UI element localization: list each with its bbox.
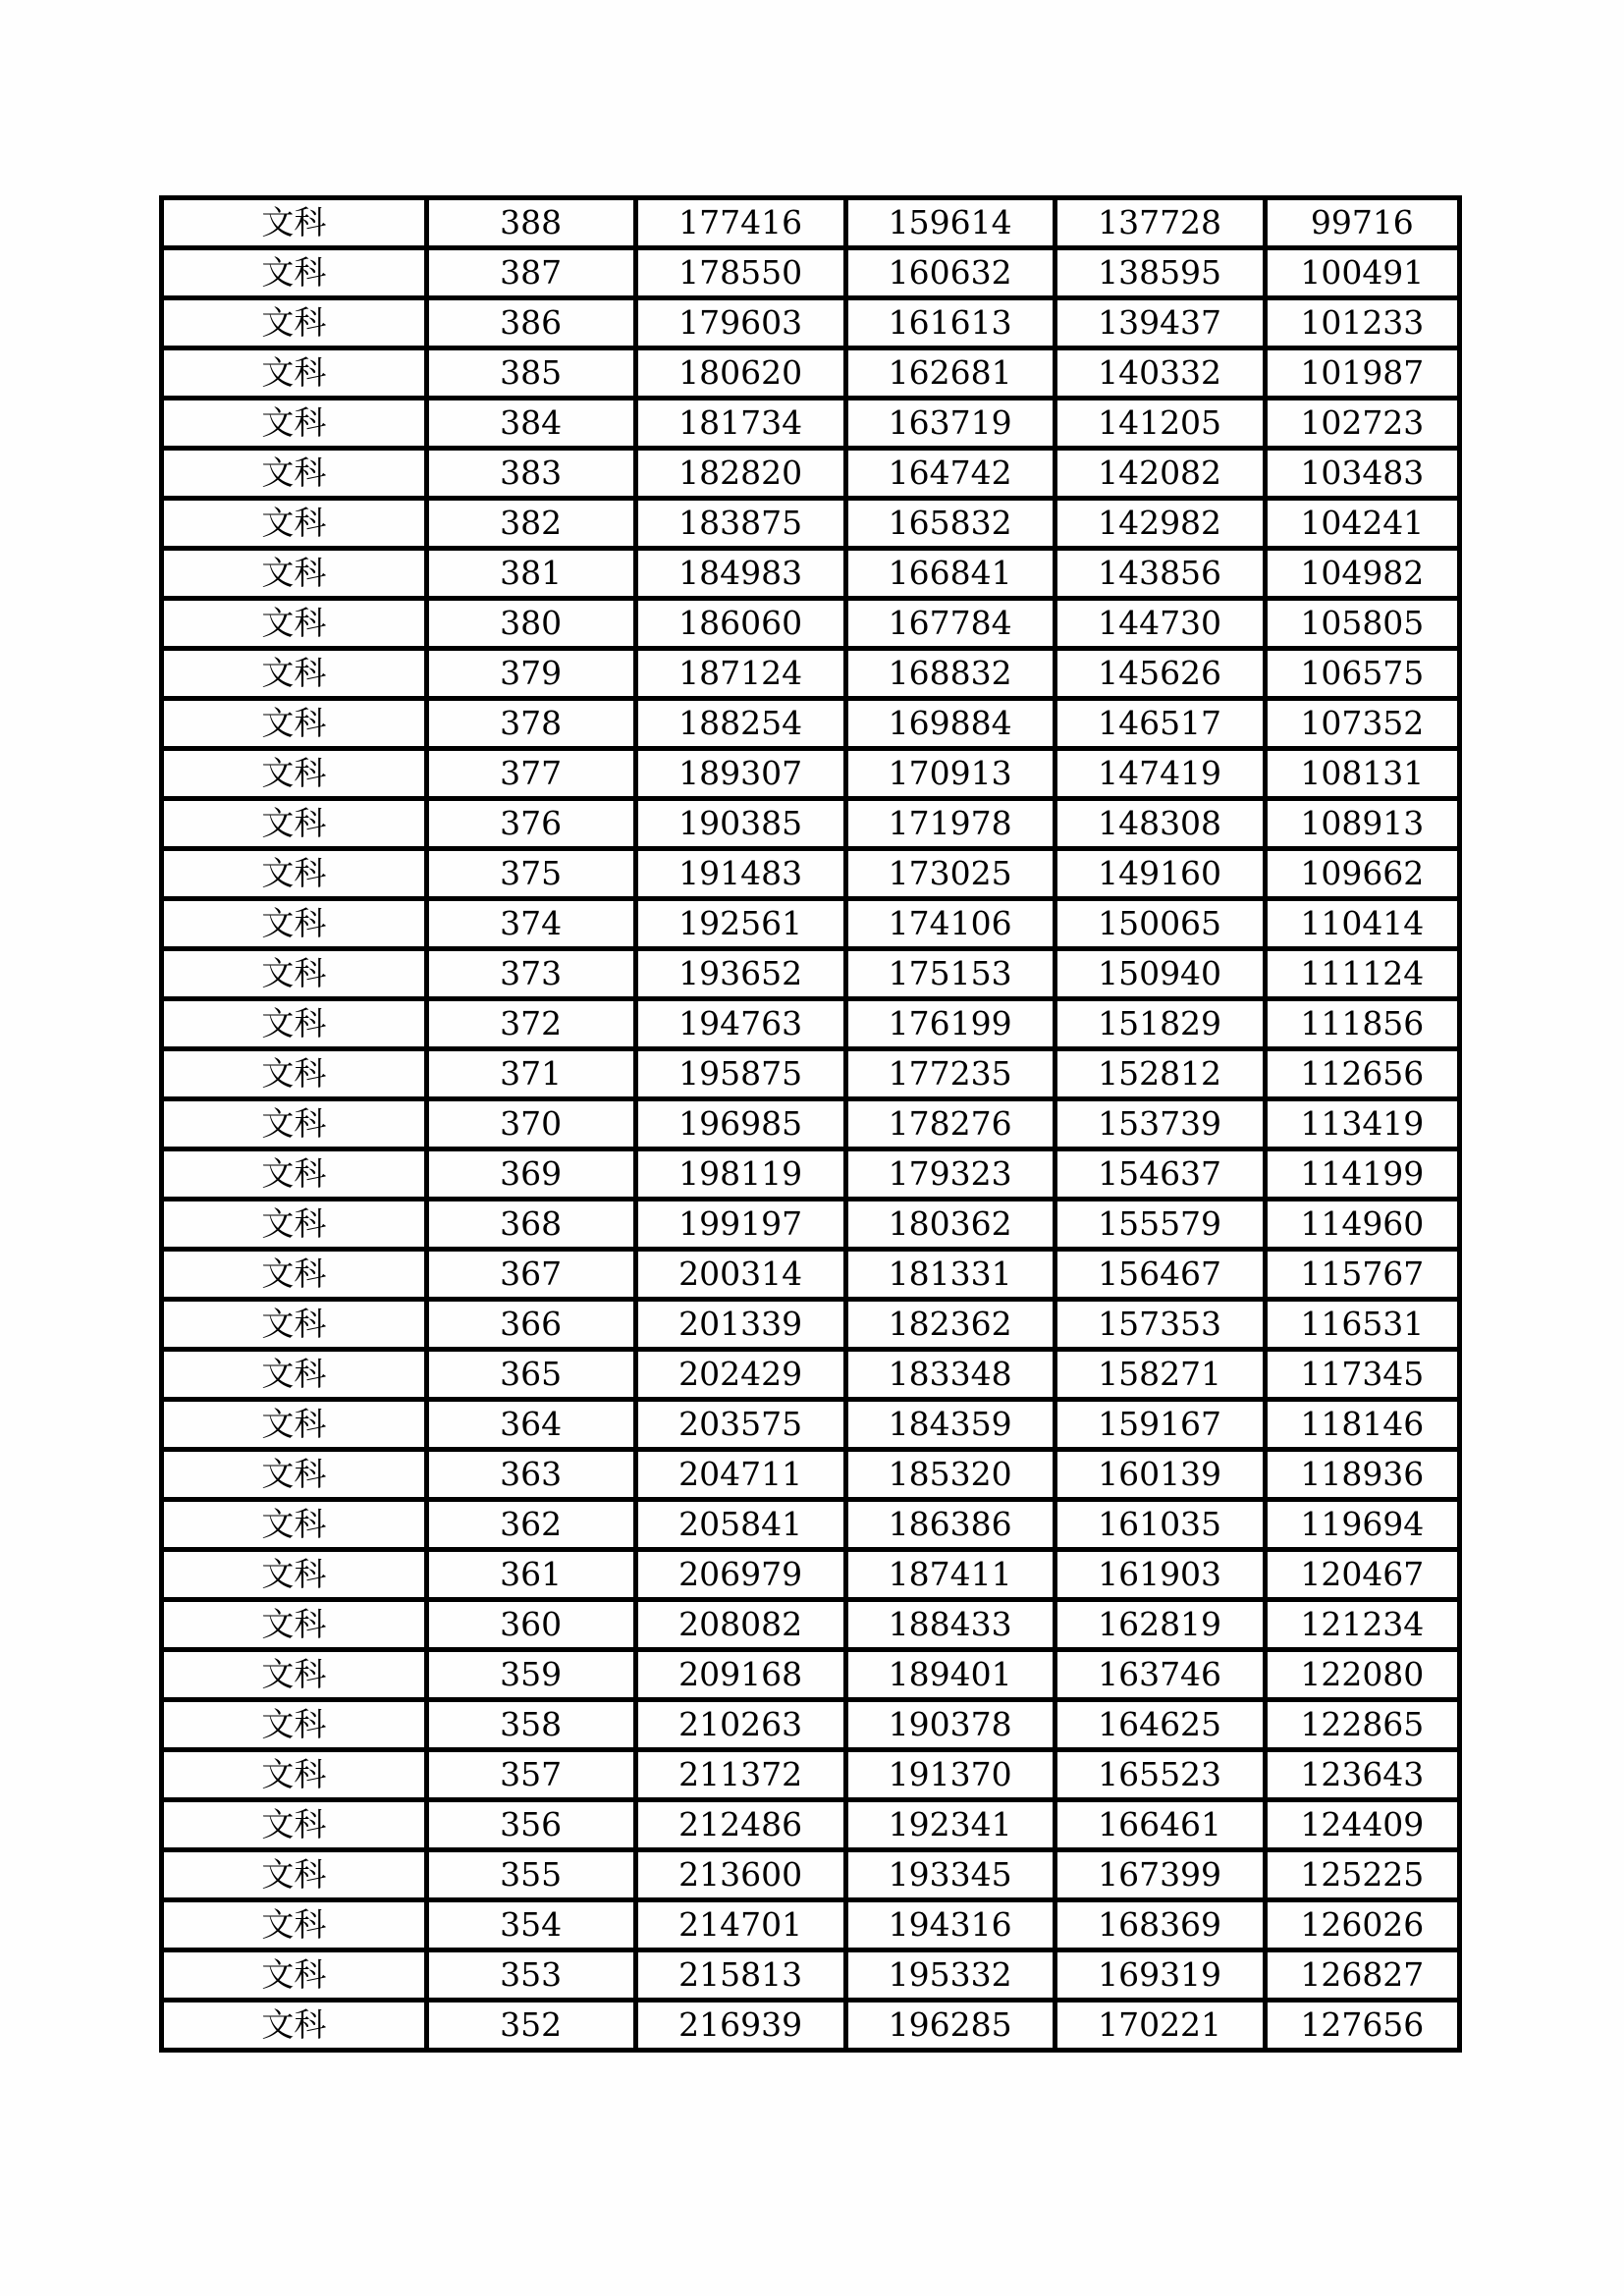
count-cell-2: 188433 (845, 1600, 1055, 1650)
count-cell-1: 210263 (635, 1700, 845, 1750)
table-row (162, 1750, 1460, 1800)
score-cell: 373 (426, 949, 635, 999)
count-cell-3: 149160 (1055, 849, 1265, 899)
subject-cell: 文科 (162, 699, 427, 749)
table-row (162, 2001, 1460, 2051)
score-table-body (162, 198, 1460, 2051)
table-row (162, 1700, 1460, 1750)
subject-cell: 文科 (162, 849, 427, 899)
table-row (162, 1550, 1460, 1600)
count-cell-4: 100491 (1265, 248, 1459, 298)
count-cell-2: 193345 (845, 1850, 1055, 1900)
count-cell-2: 168832 (845, 649, 1055, 699)
count-cell-4: 113419 (1265, 1099, 1459, 1149)
count-cell-3: 165523 (1055, 1750, 1265, 1800)
table-row (162, 1350, 1460, 1400)
score-cell: 368 (426, 1200, 635, 1250)
score-cell: 364 (426, 1400, 635, 1450)
count-cell-3: 142982 (1055, 499, 1265, 549)
score-cell: 376 (426, 799, 635, 849)
count-cell-1: 200314 (635, 1250, 845, 1300)
count-cell-1: 194763 (635, 999, 845, 1049)
count-cell-3: 161903 (1055, 1550, 1265, 1600)
subject-cell: 文科 (162, 1550, 427, 1600)
count-cell-4: 117345 (1265, 1350, 1459, 1400)
subject-cell: 文科 (162, 599, 427, 649)
table-row (162, 1400, 1460, 1450)
count-cell-1: 178550 (635, 248, 845, 298)
count-cell-3: 152812 (1055, 1049, 1265, 1099)
count-cell-4: 127656 (1265, 2001, 1459, 2051)
count-cell-2: 177235 (845, 1049, 1055, 1099)
subject-cell: 文科 (162, 1750, 427, 1800)
count-cell-1: 192561 (635, 899, 845, 949)
table-row (162, 799, 1460, 849)
score-cell: 375 (426, 849, 635, 899)
table-row (162, 1250, 1460, 1300)
count-cell-1: 177416 (635, 198, 845, 248)
count-cell-2: 192341 (845, 1800, 1055, 1850)
count-cell-2: 191370 (845, 1750, 1055, 1800)
count-cell-3: 163746 (1055, 1650, 1265, 1700)
count-cell-1: 199197 (635, 1200, 845, 1250)
subject-cell: 文科 (162, 1950, 427, 2001)
count-cell-3: 141205 (1055, 399, 1265, 449)
count-cell-2: 178276 (845, 1099, 1055, 1149)
subject-cell: 文科 (162, 198, 427, 248)
count-cell-1: 196985 (635, 1099, 845, 1149)
score-cell: 383 (426, 449, 635, 499)
count-cell-4: 104241 (1265, 499, 1459, 549)
table-row (162, 348, 1460, 399)
count-cell-1: 182820 (635, 449, 845, 499)
score-cell: 362 (426, 1500, 635, 1550)
subject-cell: 文科 (162, 1900, 427, 1950)
count-cell-1: 212486 (635, 1800, 845, 1850)
count-cell-3: 169319 (1055, 1950, 1265, 2001)
count-cell-3: 153739 (1055, 1099, 1265, 1149)
score-cell: 387 (426, 248, 635, 298)
count-cell-3: 168369 (1055, 1900, 1265, 1950)
score-cell: 361 (426, 1550, 635, 1600)
score-cell: 381 (426, 549, 635, 599)
count-cell-4: 107352 (1265, 699, 1459, 749)
count-cell-1: 213600 (635, 1850, 845, 1900)
subject-cell: 文科 (162, 649, 427, 699)
count-cell-3: 146517 (1055, 699, 1265, 749)
count-cell-1: 180620 (635, 348, 845, 399)
subject-cell: 文科 (162, 1250, 427, 1300)
subject-cell: 文科 (162, 1850, 427, 1900)
table-row (162, 399, 1460, 449)
count-cell-3: 143856 (1055, 549, 1265, 599)
score-cell: 359 (426, 1650, 635, 1700)
count-cell-4: 111124 (1265, 949, 1459, 999)
score-cell: 384 (426, 399, 635, 449)
count-cell-4: 103483 (1265, 449, 1459, 499)
count-cell-4: 112656 (1265, 1049, 1459, 1099)
score-cell: 356 (426, 1800, 635, 1850)
subject-cell: 文科 (162, 799, 427, 849)
count-cell-1: 205841 (635, 1500, 845, 1550)
subject-cell: 文科 (162, 1149, 427, 1200)
score-cell: 372 (426, 999, 635, 1049)
table-row (162, 1049, 1460, 1099)
count-cell-1: 186060 (635, 599, 845, 649)
subject-cell: 文科 (162, 949, 427, 999)
count-cell-1: 201339 (635, 1300, 845, 1350)
count-cell-4: 101987 (1265, 348, 1459, 399)
score-cell: 385 (426, 348, 635, 399)
count-cell-3: 142082 (1055, 449, 1265, 499)
score-cell: 374 (426, 899, 635, 949)
count-cell-1: 202429 (635, 1350, 845, 1400)
table-row (162, 749, 1460, 799)
count-cell-2: 194316 (845, 1900, 1055, 1950)
table-row (162, 1850, 1460, 1900)
subject-cell: 文科 (162, 1500, 427, 1550)
table-row (162, 1099, 1460, 1149)
subject-cell: 文科 (162, 1200, 427, 1250)
table-row (162, 1800, 1460, 1850)
count-cell-1: 203575 (635, 1400, 845, 1450)
count-cell-3: 156467 (1055, 1250, 1265, 1300)
score-cell: 378 (426, 699, 635, 749)
subject-cell: 文科 (162, 399, 427, 449)
count-cell-4: 105805 (1265, 599, 1459, 649)
subject-cell: 文科 (162, 1650, 427, 1700)
count-cell-2: 175153 (845, 949, 1055, 999)
subject-cell: 文科 (162, 2001, 427, 2051)
count-cell-4: 111856 (1265, 999, 1459, 1049)
score-cell: 382 (426, 499, 635, 549)
count-cell-4: 122080 (1265, 1650, 1459, 1700)
count-cell-3: 158271 (1055, 1350, 1265, 1400)
count-cell-4: 106575 (1265, 649, 1459, 699)
count-cell-1: 216939 (635, 2001, 845, 2051)
score-cell: 369 (426, 1149, 635, 1200)
count-cell-1: 189307 (635, 749, 845, 799)
count-cell-4: 126026 (1265, 1900, 1459, 1950)
subject-cell: 文科 (162, 749, 427, 799)
count-cell-3: 140332 (1055, 348, 1265, 399)
count-cell-3: 164625 (1055, 1700, 1265, 1750)
count-cell-2: 189401 (845, 1650, 1055, 1700)
subject-cell: 文科 (162, 298, 427, 348)
count-cell-1: 209168 (635, 1650, 845, 1700)
count-cell-2: 179323 (845, 1149, 1055, 1200)
table-row (162, 198, 1460, 248)
count-cell-4: 126827 (1265, 1950, 1459, 2001)
count-cell-3: 157353 (1055, 1300, 1265, 1350)
count-cell-2: 160632 (845, 248, 1055, 298)
count-cell-1: 183875 (635, 499, 845, 549)
count-cell-2: 166841 (845, 549, 1055, 599)
table-row (162, 599, 1460, 649)
count-cell-3: 147419 (1055, 749, 1265, 799)
count-cell-4: 114960 (1265, 1200, 1459, 1250)
table-row (162, 499, 1460, 549)
count-cell-2: 190378 (845, 1700, 1055, 1750)
count-cell-2: 167784 (845, 599, 1055, 649)
table-row (162, 1950, 1460, 2001)
count-cell-3: 148308 (1055, 799, 1265, 849)
subject-cell: 文科 (162, 999, 427, 1049)
table-row (162, 549, 1460, 599)
count-cell-1: 190385 (635, 799, 845, 849)
score-cell: 363 (426, 1450, 635, 1500)
score-cell: 365 (426, 1350, 635, 1400)
count-cell-1: 204711 (635, 1450, 845, 1500)
count-cell-2: 173025 (845, 849, 1055, 899)
count-cell-2: 164742 (845, 449, 1055, 499)
subject-cell: 文科 (162, 1450, 427, 1500)
table-row (162, 1149, 1460, 1200)
subject-cell: 文科 (162, 1099, 427, 1149)
count-cell-1: 208082 (635, 1600, 845, 1650)
count-cell-3: 150940 (1055, 949, 1265, 999)
score-cell: 377 (426, 749, 635, 799)
count-cell-2: 163719 (845, 399, 1055, 449)
count-cell-2: 169884 (845, 699, 1055, 749)
score-distribution-table (159, 195, 1462, 2053)
count-cell-3: 139437 (1055, 298, 1265, 348)
count-cell-2: 185320 (845, 1450, 1055, 1500)
count-cell-2: 180362 (845, 1200, 1055, 1250)
score-cell: 388 (426, 198, 635, 248)
count-cell-2: 196285 (845, 2001, 1055, 2051)
count-cell-4: 101233 (1265, 298, 1459, 348)
count-cell-2: 186386 (845, 1500, 1055, 1550)
count-cell-2: 183348 (845, 1350, 1055, 1400)
count-cell-2: 182362 (845, 1300, 1055, 1350)
count-cell-4: 121234 (1265, 1600, 1459, 1650)
count-cell-1: 181734 (635, 399, 845, 449)
count-cell-1: 206979 (635, 1550, 845, 1600)
table-row (162, 899, 1460, 949)
count-cell-1: 191483 (635, 849, 845, 899)
table-row (162, 949, 1460, 999)
count-cell-2: 170913 (845, 749, 1055, 799)
score-cell: 379 (426, 649, 635, 699)
count-cell-2: 161613 (845, 298, 1055, 348)
count-cell-1: 214701 (635, 1900, 845, 1950)
subject-cell: 文科 (162, 248, 427, 298)
count-cell-1: 179603 (635, 298, 845, 348)
subject-cell: 文科 (162, 348, 427, 399)
score-cell: 360 (426, 1600, 635, 1650)
count-cell-2: 174106 (845, 899, 1055, 949)
count-cell-2: 165832 (845, 499, 1055, 549)
score-cell: 352 (426, 2001, 635, 2051)
count-cell-3: 145626 (1055, 649, 1265, 699)
count-cell-4: 118936 (1265, 1450, 1459, 1500)
count-cell-4: 125225 (1265, 1850, 1459, 1900)
table-row (162, 1200, 1460, 1250)
count-cell-2: 181331 (845, 1250, 1055, 1300)
subject-cell: 文科 (162, 899, 427, 949)
count-cell-3: 154637 (1055, 1149, 1265, 1200)
subject-cell: 文科 (162, 449, 427, 499)
count-cell-4: 115767 (1265, 1250, 1459, 1300)
score-cell: 366 (426, 1300, 635, 1350)
score-cell: 367 (426, 1250, 635, 1300)
count-cell-4: 114199 (1265, 1149, 1459, 1200)
subject-cell: 文科 (162, 1400, 427, 1450)
score-cell: 357 (426, 1750, 635, 1800)
subject-cell: 文科 (162, 1800, 427, 1850)
table-row (162, 449, 1460, 499)
count-cell-3: 144730 (1055, 599, 1265, 649)
count-cell-1: 184983 (635, 549, 845, 599)
score-cell: 354 (426, 1900, 635, 1950)
count-cell-2: 184359 (845, 1400, 1055, 1450)
count-cell-3: 159167 (1055, 1400, 1265, 1450)
count-cell-3: 151829 (1055, 999, 1265, 1049)
count-cell-3: 170221 (1055, 2001, 1265, 2051)
count-cell-3: 166461 (1055, 1800, 1265, 1850)
count-cell-2: 159614 (845, 198, 1055, 248)
count-cell-4: 118146 (1265, 1400, 1459, 1450)
table-row (162, 298, 1460, 348)
count-cell-4: 119694 (1265, 1500, 1459, 1550)
count-cell-2: 195332 (845, 1950, 1055, 2001)
count-cell-1: 187124 (635, 649, 845, 699)
count-cell-4: 99716 (1265, 198, 1459, 248)
count-cell-3: 161035 (1055, 1500, 1265, 1550)
score-cell: 355 (426, 1850, 635, 1900)
subject-cell: 文科 (162, 499, 427, 549)
score-cell: 380 (426, 599, 635, 649)
table-row (162, 649, 1460, 699)
count-cell-2: 187411 (845, 1550, 1055, 1600)
count-cell-4: 110414 (1265, 899, 1459, 949)
score-cell: 353 (426, 1950, 635, 2001)
count-cell-1: 193652 (635, 949, 845, 999)
count-cell-1: 198119 (635, 1149, 845, 1200)
table-row (162, 1900, 1460, 1950)
count-cell-4: 122865 (1265, 1700, 1459, 1750)
table-row (162, 999, 1460, 1049)
subject-cell: 文科 (162, 1049, 427, 1099)
count-cell-4: 120467 (1265, 1550, 1459, 1600)
count-cell-3: 162819 (1055, 1600, 1265, 1650)
count-cell-1: 211372 (635, 1750, 845, 1800)
count-cell-4: 108131 (1265, 749, 1459, 799)
count-cell-4: 109662 (1265, 849, 1459, 899)
subject-cell: 文科 (162, 1350, 427, 1400)
table-row (162, 1500, 1460, 1550)
count-cell-3: 150065 (1055, 899, 1265, 949)
count-cell-4: 124409 (1265, 1800, 1459, 1850)
count-cell-4: 104982 (1265, 549, 1459, 599)
score-cell: 358 (426, 1700, 635, 1750)
score-cell: 371 (426, 1049, 635, 1099)
count-cell-3: 138595 (1055, 248, 1265, 298)
subject-cell: 文科 (162, 549, 427, 599)
count-cell-1: 195875 (635, 1049, 845, 1099)
count-cell-3: 167399 (1055, 1850, 1265, 1900)
count-cell-2: 176199 (845, 999, 1055, 1049)
score-cell: 370 (426, 1099, 635, 1149)
count-cell-2: 171978 (845, 799, 1055, 849)
table-row (162, 1300, 1460, 1350)
count-cell-1: 188254 (635, 699, 845, 749)
subject-cell: 文科 (162, 1300, 427, 1350)
table-row (162, 1650, 1460, 1700)
count-cell-4: 116531 (1265, 1300, 1459, 1350)
subject-cell: 文科 (162, 1600, 427, 1650)
count-cell-3: 160139 (1055, 1450, 1265, 1500)
count-cell-1: 215813 (635, 1950, 845, 2001)
score-cell: 386 (426, 298, 635, 348)
count-cell-4: 108913 (1265, 799, 1459, 849)
table-row (162, 1450, 1460, 1500)
subject-cell: 文科 (162, 1700, 427, 1750)
count-cell-4: 123643 (1265, 1750, 1459, 1800)
table-row (162, 248, 1460, 298)
table-row (162, 849, 1460, 899)
count-cell-3: 155579 (1055, 1200, 1265, 1250)
table-row (162, 1600, 1460, 1650)
table-row (162, 699, 1460, 749)
count-cell-4: 102723 (1265, 399, 1459, 449)
count-cell-2: 162681 (845, 348, 1055, 399)
count-cell-3: 137728 (1055, 198, 1265, 248)
